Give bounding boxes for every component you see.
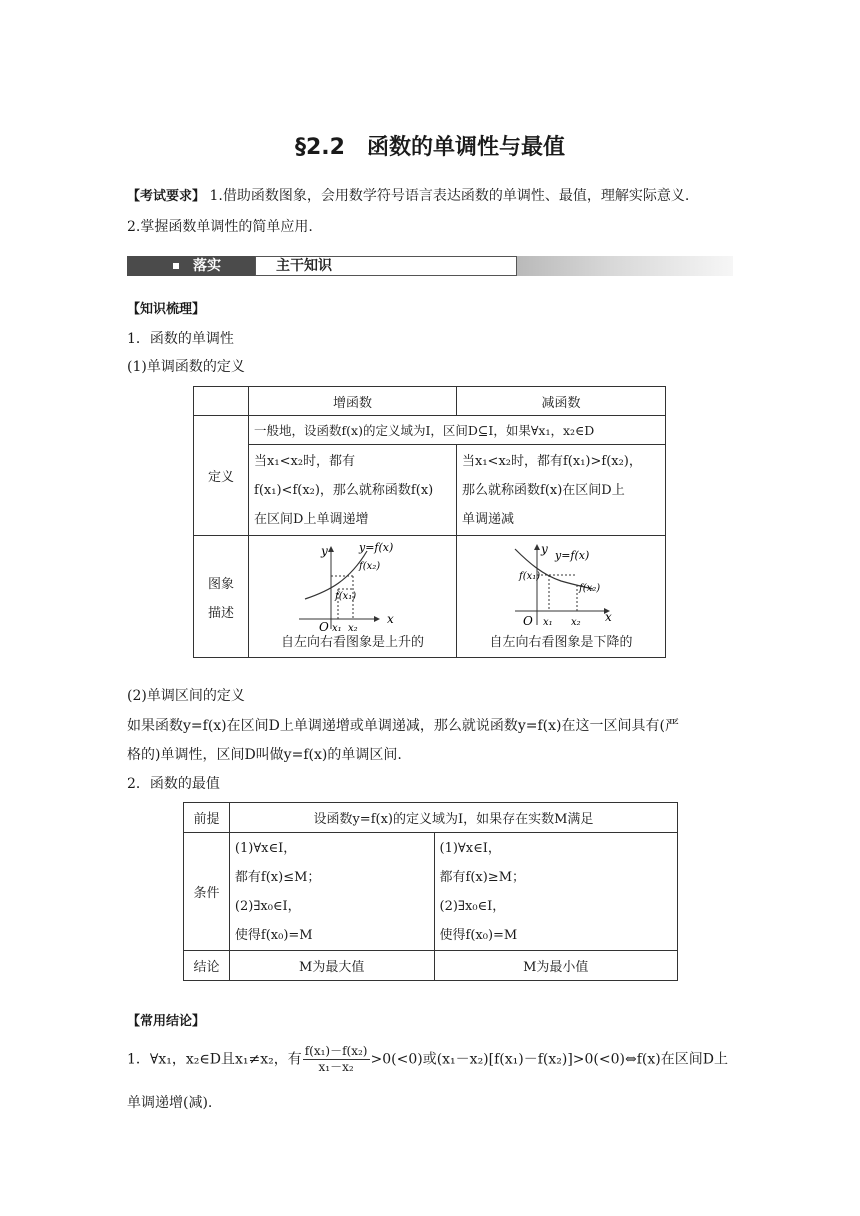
increasing-definition: 当x₁<x₂时，都有 f(x₁)<f(x₂)，那么就称函数f(x) 在区间D上单调递增 [249,445,457,536]
heading-monotonicity: 1．函数的单调性 [127,331,234,347]
difference-quotient: $\frac{\text{f(x₁)－f(x₂)}}{\text{x₁－x₂}}$ [304,1044,368,1074]
heading-monotonic-def: (1)单调函数的定义 [127,359,245,375]
requirement-line-1 [127,186,689,207]
conclusion-item-1-cont: 单调递增(减). [127,1095,213,1111]
svg-text:f(x₂): f(x₂) [359,560,381,572]
svg-text:x₂: x₂ [571,616,581,628]
knowledge-tag: 【知识梳理】 [127,302,206,317]
interval-text-1: 如果函数y=f(x)在区间D上单调递增或单调递减，那么就说函数y=f(x)在这一区间具有(严 [127,718,679,734]
banner-left-label: 落实 [193,258,221,274]
min-condition: (1)∀x∈I， 都有f(x)≥M； (2)∃x₀∈I， 使得f(x₀)=M [434,833,677,951]
svg-text:x: x [387,611,394,626]
requirement-line-2: 2.掌握函数单调性的简单应用. [127,219,313,235]
square-bullet-icon [173,263,179,269]
decreasing-graph [457,541,664,631]
increasing-graph [249,541,455,631]
svg-text:y: y [541,541,548,556]
requirement-text-1: 1.借助函数图象，会用数学符号语言表达函数的单调性、最值，理解实际意义. [209,188,690,204]
banner-right-label: 主干知识 [255,256,517,276]
svg-text:x: x [605,609,612,624]
svg-text:x₂: x₂ [348,622,358,631]
section-banner [127,256,733,280]
svg-text:x₁: x₁ [332,622,342,631]
heading-interval-def: (2)单调区间的定义 [127,688,245,704]
svg-text:f(x₂): f(x₂) [579,582,601,594]
row-premise: 前提 [184,803,230,833]
row-definition: 定义 [194,416,249,536]
decreasing-graph-cell [457,536,666,658]
decreasing-caption: 自左向右看图象是下降的 [489,634,633,650]
extrema-table [183,802,678,981]
svg-text:y=f(x): y=f(x) [359,540,394,554]
conclusions-tag: 【常用结论】 [127,1014,206,1029]
row-graph: 图象 描述 [194,536,249,658]
premise-text: 设函数y=f(x)的定义域为I，如果存在实数M满足 [229,803,677,833]
heading-extrema: 2．函数的最值 [127,776,220,792]
svg-text:f(x₁): f(x₁) [519,570,541,582]
decreasing-definition: 当x₁<x₂时，都有f(x₁)>f(x₂)， 那么就称函数f(x)在区间D上 单调递减 [457,445,666,536]
svg-text:y: y [321,543,328,558]
requirement-tag: 【考试要求】 [127,189,206,204]
page-title: §2.2 函数的单调性与最值 [295,135,565,160]
increasing-caption: 自左向右看图象是上升的 [281,634,425,650]
row-conclusion: 结论 [184,951,230,981]
max-conclusion: M为最大值 [229,951,434,981]
definition-common: 一般地，设函数f(x)的定义域为I，区间D⊆I，如果∀x₁，x₂∈D [249,416,666,445]
conclusion-item-1: 1．∀x₁，x₂∈D且x₁≠x₂，有 $\frac{\text{f(x₁)－f(x₂)}}{\text{x₁－x₂}}$ >0(<0)或(x₁－x₂)[f(x₁)－f(x₂)]>0(<0)⇔f(x)在区间D上 [127,1044,728,1074]
col-increasing: 增函数 [249,387,457,416]
increasing-graph-cell [249,536,457,658]
max-condition: (1)∀x∈I， 都有f(x)≤M； (2)∃x₀∈I， 使得f(x₀)=M [229,833,434,951]
svg-text:f(x₁): f(x₁) [335,590,357,602]
svg-text:O: O [319,619,329,631]
interval-text-2: 格的)单调性，区间D叫做y=f(x)的单调区间. [127,747,402,763]
svg-text:O: O [523,613,533,628]
svg-text:x₁: x₁ [543,616,553,628]
svg-text:y=f(x): y=f(x) [555,548,590,562]
col-decreasing: 减函数 [457,387,666,416]
min-conclusion: M为最小值 [434,951,677,981]
row-condition: 条件 [184,833,230,951]
monotonic-table [193,386,666,658]
